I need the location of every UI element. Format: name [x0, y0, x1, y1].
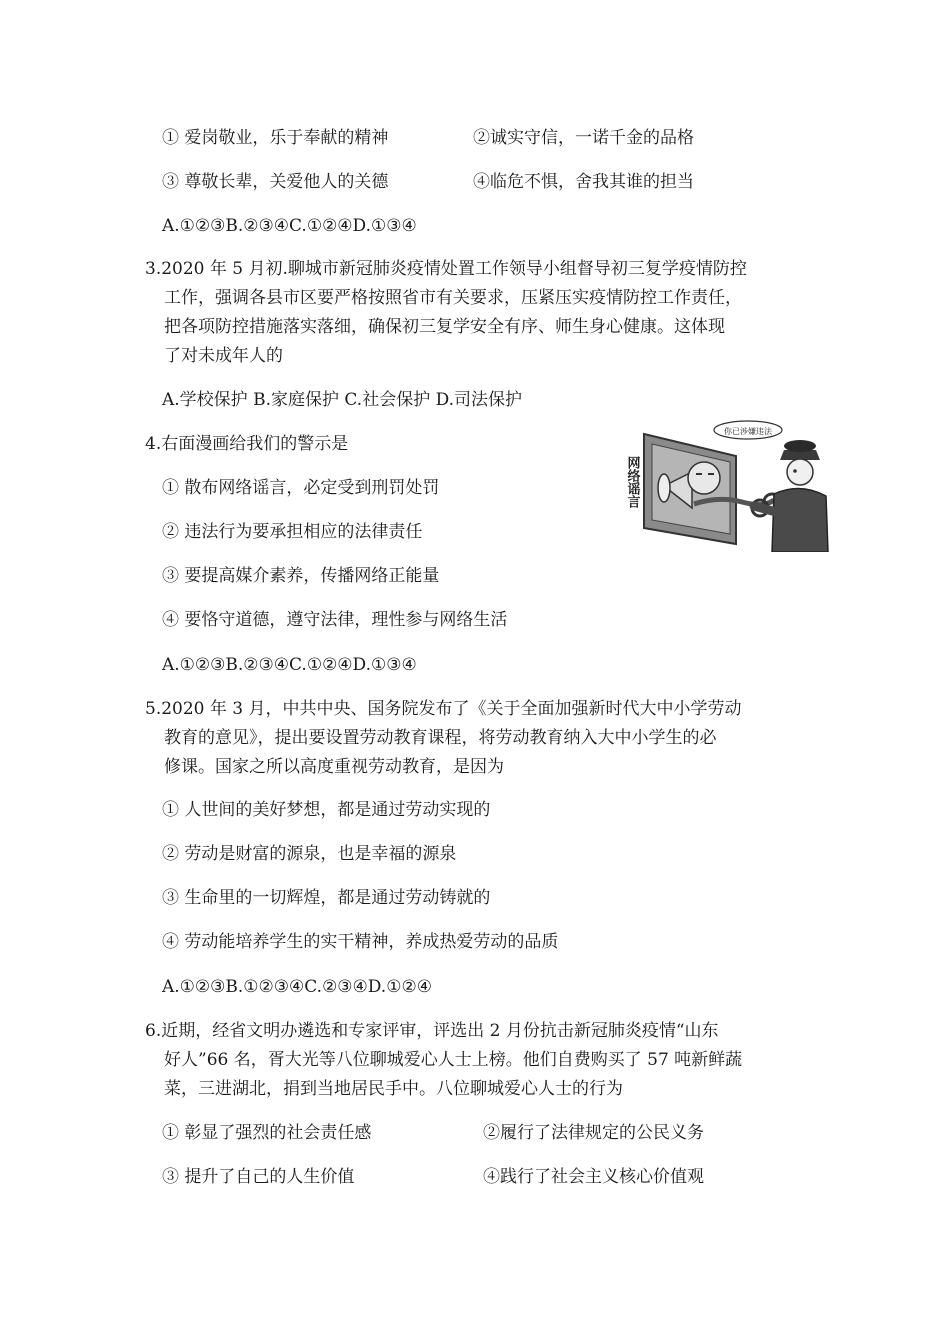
q5-option-3: ③ 生命里的一切辉煌，都是通过劳动铸就的: [162, 888, 491, 908]
q4-choices: A.①②③B.②③④C.①②④D.①③④: [162, 655, 417, 675]
cartoon-bubble-text: 你已涉嫌违法: [724, 427, 772, 436]
q4-option-1: ① 散布网络谣言，必定受到刑罚处罚: [162, 478, 440, 498]
q6-option-2: ②履行了法律规定的公民义务: [483, 1123, 704, 1143]
q3-stem-line-3: 把各项防控措施落实落细，确保初三复学安全有序、师生身心健康。这体现: [164, 317, 725, 337]
q5-stem-line-3: 修课。国家之所以高度重视劳动教育，是因为: [164, 757, 504, 777]
q6-option-4: ④践行了社会主义核心价值观: [483, 1167, 704, 1187]
q2-option-4: ④临危不惧，舍我其谁的担当: [473, 172, 694, 192]
q4-stem: 4.右面漫画给我们的警示是: [145, 434, 349, 454]
q2-option-3: ③ 尊敬长辈，关爱他人的关德: [162, 172, 389, 192]
q6-stem-line-1: 6.近期，经省文明办遴选和专家评审，评选出 2 月份抗击新冠肺炎疫情“山东: [145, 1021, 719, 1041]
q3-stem-line-1: 3.2020 年 5 月初.聊城市新冠肺炎疫情处置工作领导小组督导初三复学疫情防控: [145, 259, 747, 279]
q5-option-2: ② 劳动是财富的源泉，也是幸福的源泉: [162, 844, 457, 864]
q5-option-4: ④ 劳动能培养学生的实干精神，养成热爱劳动的品质: [162, 932, 559, 952]
q2-option-1: ① 爱岗敬业，乐于奉献的精神: [162, 128, 389, 148]
q3-choices: A.学校保护 B.家庭保护 C.社会保护 D.司法保护: [162, 390, 523, 410]
q5-stem-line-2: 教育的意见》，提出要设置劳动教育课程，将劳动教育纳入大中小学生的必: [164, 728, 717, 748]
q5-choices: A.①②③B.①②③④C.②③④D.①②④: [162, 977, 432, 997]
q5-option-1: ① 人世间的美好梦想，都是通过劳动实现的: [162, 800, 491, 820]
q3-stem-line-4: 了对未成年人的: [164, 346, 283, 366]
q6-option-3: ③ 提升了自己的人生价值: [162, 1167, 355, 1187]
q4-option-2: ② 违法行为要承担相应的法律责任: [162, 522, 423, 542]
q6-stem-line-2: 好人”66 名，胥大光等八位聊城爱心人士上榜。他们自费购买了 57 吨新鲜蔬: [164, 1050, 743, 1070]
q3-stem-line-2: 工作，强调各县市区要严格按照省市有关要求，压紧压实疫情防控工作责任，: [164, 288, 742, 308]
cartoon-side-text: 网络谣言: [624, 456, 640, 508]
q2-option-2: ②诚实守信，一诺千金的品格: [473, 128, 694, 148]
q4-cartoon-image: [624, 416, 830, 552]
q6-option-1: ① 彰显了强烈的社会责任感: [162, 1123, 372, 1143]
q4-option-3: ③ 要提高媒介素养，传播网络正能量: [162, 566, 440, 586]
q4-option-4: ④ 要恪守道德，遵守法律，理性参与网络生活: [162, 610, 508, 630]
q2-choices: A.①②③B.②③④C.①②④D.①③④: [162, 216, 417, 236]
q6-stem-line-3: 菜，三进湖北，捐到当地居民手中。八位聊城爱心人士的行为: [164, 1079, 623, 1099]
q5-stem-line-1: 5.2020 年 3 月，中共中央、国务院发布了《关于全面加强新时代大中小学劳动: [145, 699, 742, 719]
